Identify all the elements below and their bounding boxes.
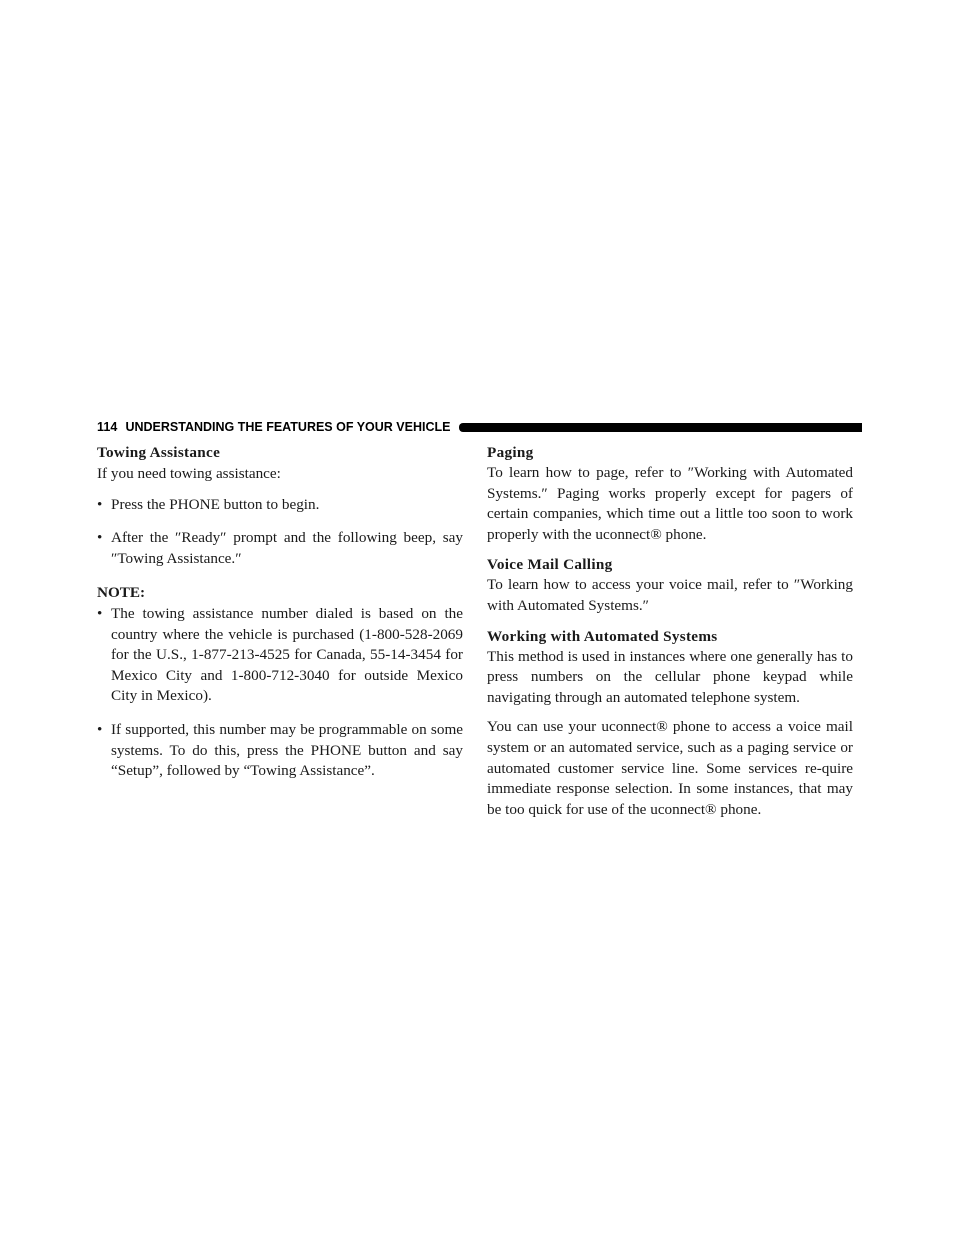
towing-steps-list <box>97 495 463 570</box>
list-item-text: If supported, this number may be programmable on some systems. To do this, press the PHONE button and say “Setup”, followed by “Towing Assistance”. <box>111 720 463 780</box>
bullet: • <box>97 720 103 738</box>
automated-systems-text-1: This method is used in instances where one generally has to press numbers on the cellular phone keypad while navigating through an automated telephone system. <box>487 647 853 706</box>
header-rule <box>459 423 863 432</box>
bullet: • <box>97 495 103 513</box>
list-item-text: The towing assistance number dialed is based on the country where the vehicle is purchased (1-800-528-2069 for the U.S., 1-877-213-4525 for Canada, 55-14-3454 for Mexico City and 1-800-712-3040 for outside Mexico City in Mexico). <box>111 604 463 705</box>
bullet: • <box>97 604 103 622</box>
page-number: 114 <box>97 420 118 434</box>
list-item <box>97 528 463 569</box>
section-title: UNDERSTANDING THE FEATURES OF YOUR VEHICLE <box>125 420 451 434</box>
note-label: NOTE: <box>97 584 146 602</box>
automated-systems-heading: Working with Automated Systems <box>487 627 718 645</box>
towing-assistance-heading: Towing Assistance <box>97 444 221 461</box>
notes-list <box>97 604 463 782</box>
list-item-text: After the ″Ready″ prompt and the following beep, say ″Towing Assistance.″ <box>111 529 463 567</box>
automated-systems-text-2: You can use your uconnect® phone to access a voice mail system or an automated service, such as a paging service or automated customer service line. Some services re-quire immediate response selection. In some instances, that may be too quick for use of the uconnect® phone. <box>487 718 853 818</box>
bullet: • <box>97 529 103 547</box>
list-item <box>97 495 463 516</box>
list-item-text: Press the PHONE button to begin. <box>111 495 320 513</box>
list-item <box>97 604 463 707</box>
voice-mail-text: To learn how to access your voice mail, refer to ″Working with Automated Systems.″ <box>487 576 853 614</box>
paging-heading: Paging <box>487 444 534 461</box>
page-header <box>97 418 862 436</box>
right-column <box>487 443 853 820</box>
paging-text: To learn how to page, refer to ″Working with Automated Systems.″ Paging works properly except for pagers of certain companies, which time out a little too soon to work properly with the uconnect® phone. <box>487 464 853 543</box>
left-column <box>97 443 463 782</box>
voice-mail-heading: Voice Mail Calling <box>487 556 613 574</box>
towing-intro: If you need towing assistance: <box>97 465 281 482</box>
list-item <box>97 720 463 782</box>
